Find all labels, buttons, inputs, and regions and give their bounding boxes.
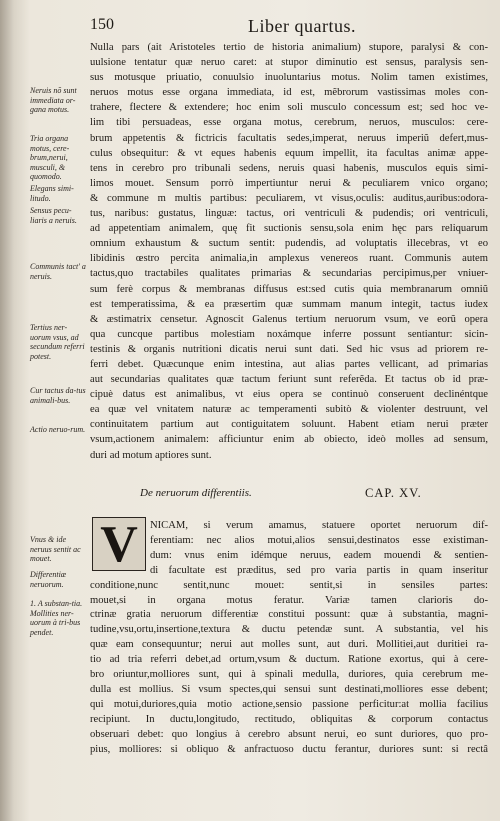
running-title: Liber quartus. bbox=[248, 16, 356, 36]
text-line: tio ad tria referri debet,ad ortum,vsum & ductum. Ratione exortus, qui à cere- bbox=[90, 654, 488, 666]
text-line: neruos motus esse organa immediata, id est, mẽbrorum vastissimas moles con- bbox=[90, 87, 488, 99]
margin-note: Tertius ner-uorum vsus, ad secundum referri potest. bbox=[30, 323, 85, 361]
text-line: culus obsequitur: & vt eques habenis equum impellit, ita facultas animæ appe- bbox=[90, 147, 488, 159]
text-line: testinis & organis nutritioni dicatis nerui sunt dati. Sed hic vsus ad priorem re- bbox=[90, 343, 488, 355]
text-line: NICAM, si verum amamus, statuere oportet neruorum dif- bbox=[150, 520, 488, 531]
margin-note: Differentiæ neruorum. bbox=[30, 570, 67, 589]
text-line: est temperatissima, & ea præsertim quæ summam manum integit, tactus iudex bbox=[90, 298, 488, 310]
text-line: di facultate est præditus, sed pro varia partis in quam inseritur bbox=[150, 564, 488, 576]
chapter-number: CAP. XV. bbox=[365, 486, 422, 500]
page-header bbox=[90, 16, 490, 38]
text-line: obseruari debet: quo longius à cerebro absunt nerui, eo sunt duriores, quo pro- bbox=[90, 728, 488, 740]
text-line: & æstimatrix censetur. Agnoscit Galenus tertium neruorum vsum, ve eorũ opera bbox=[90, 313, 488, 325]
text-line: tens in cerebro pro tribunali sedens, neruis quasi habenis, musculos equis simi- bbox=[90, 162, 488, 174]
text-line: sum ferè corpus & membranas diffusus est:sed cutis quia membranarum omniũ bbox=[90, 283, 488, 295]
text-line: dulla est mollius. Si vsum spectes,qui sensui sunt destinati,molliores esse debent; bbox=[90, 683, 488, 695]
text-line: continuitatem partium aut contiguitatem soluunt. Habent etiam nerui præter bbox=[90, 419, 488, 431]
text-line: tus, naribus: gustatus, linguæ: tactus, ori ventriculi & pudendis; ori ventriculi, bbox=[90, 208, 488, 220]
text-line: lim tibi persuadeas, esse organa motus, cerebrum, neruos, musculos: cere- bbox=[90, 117, 488, 129]
text-line: ferri debet. Quæcunque enim intestina, aut alias partes vellicant, ad primarias bbox=[90, 358, 488, 370]
margin-note: Communis tact' a neruis. bbox=[30, 262, 86, 281]
margin-note: Tria organa motus, cere-brum,nerui, musculi, & quomodo. bbox=[30, 134, 70, 182]
page-number: 150 bbox=[90, 16, 114, 33]
text-line: & commune m multis partibus: peculiarem, vt visus,oculis: auditus,auribus:odora- bbox=[90, 192, 488, 204]
text-line: vsum,actionem animalem: afficiuntur enim ab obiecto, ideò molles ad sensum, bbox=[90, 434, 488, 446]
body-text bbox=[90, 40, 488, 463]
margin-note: Sensus pecu-liaris a neruis. bbox=[30, 206, 77, 225]
margin-note: Vnus & ide neruus sentit ac mouet. bbox=[30, 535, 81, 564]
margin-note: Elegans simi-litudo. bbox=[30, 184, 74, 203]
text-line: omnium exhaustum & suctum sentit: pudendis, ad voluptatis illecebras, vt eo bbox=[90, 238, 488, 250]
margin-note: Cur tactus da-tus animali-bus. bbox=[30, 386, 86, 405]
text-line: mouet,si in organa motus feratur. Variæ tamen clarioris do- bbox=[90, 594, 488, 606]
chapter-heading bbox=[140, 487, 480, 503]
text-line: libidinis œstro percita animalia,in amplexus venereos ruant. Communis autem bbox=[90, 253, 488, 265]
text-line: uulsione tentatur quæ neruo caret: at stupor diminutio est sensus, paralysis sen- bbox=[90, 57, 488, 69]
text-line: qua cuncque partibus molestiam noxámque inferre possunt sentiantur: sicin- bbox=[90, 328, 488, 340]
text-line: trahere, flectere & extendere; hoc enim soli musculo concessum est; sed hoc ve- bbox=[90, 102, 488, 114]
margin-note: 1. A substan-tia. Mollities ner-uorum à tri-bus pendet. bbox=[30, 599, 83, 637]
text-line: recipiunt. In ductu,longitudo, rectitudo, obliquitas & corporum contactus bbox=[90, 713, 488, 725]
text-line: tudine,vsu,ortu,insertione,textura & ductu petendæ sunt. A substantia, vel his bbox=[90, 624, 488, 636]
text-line: dum: vnus enim idémque neruus, eadem mouendi & sentien- bbox=[150, 549, 488, 561]
text-line: ea quæ vel vnitatem naturæ ac temperamenti subitò & violenter destruunt, vel bbox=[90, 404, 488, 416]
text-line: tactus,quo tractabiles qualitates primarias & secundarias percipimus,per vniuer- bbox=[90, 268, 488, 280]
margin-note: Actio neruo-rum. bbox=[30, 425, 86, 434]
text-line: conditione,nunc sentit,nunc mouet: sentit,si in sensiles partes: bbox=[90, 579, 488, 591]
chapter-title: De neruorum differentiis. bbox=[140, 487, 252, 499]
text-line: ctrinæ gratia neruorum differentiæ constitui possunt: quæ à substantia, magni- bbox=[90, 609, 488, 621]
text-line: bro oriuntur,molliores sunt, qui à spinali medulla, duriores, quia cerebrum me- bbox=[90, 669, 488, 681]
text-line: ferentiam: nec alios motui,alios sensui,destinatos esse existiman- bbox=[150, 534, 488, 546]
drop-cap-letter: V bbox=[100, 516, 138, 573]
text-line: ad appetentiam animalem, quę fit suctionis sensu,sola enim hęc pars reliquarum bbox=[90, 223, 488, 235]
chapter-text bbox=[90, 516, 488, 758]
text-line: brum appetentis & fictricis facultatis sedes,imperat, neruus imperiũ defert,mus- bbox=[90, 132, 488, 144]
text-line: qui motui,duriores,quia motio actione,sensio passione perficitur:at mollia facilius bbox=[90, 698, 488, 710]
text-line: duri ad motum aptiores sunt. bbox=[90, 449, 212, 461]
text-line: pius, molliores: si obliquo & anfractuoso ductu ferantur, duriores sunt: si rectâ bbox=[90, 743, 488, 755]
text-line: cipuè datus est animalibus, vt eius opera se continuò conseruent declinéntque bbox=[90, 389, 488, 401]
text-line: limos mouet. Sensum porrò impertiuntur nerui & peculiarem vnico organo; bbox=[90, 177, 488, 189]
page-gutter bbox=[0, 0, 14, 821]
text-line: Nulla pars (ait Aristoteles tertio de historia animalium) stupore, paralysi & con- bbox=[90, 42, 488, 53]
text-line: quæ eam consequuntur; nerui aut molles sunt, aut duri. Mollitiei,aut duritiei ra- bbox=[90, 639, 488, 651]
margin-note: Neruis nõ sunt immediata or-gana motus. bbox=[30, 86, 77, 115]
text-line: sus motusque priuatio, conuulsio inuoluntarius motus. Nolim tamen existimes, bbox=[90, 72, 488, 84]
text-line: aut secundarias qualitates quæ tactum feriunt sunt referẽda. Et tactus ob id præ- bbox=[90, 374, 488, 386]
